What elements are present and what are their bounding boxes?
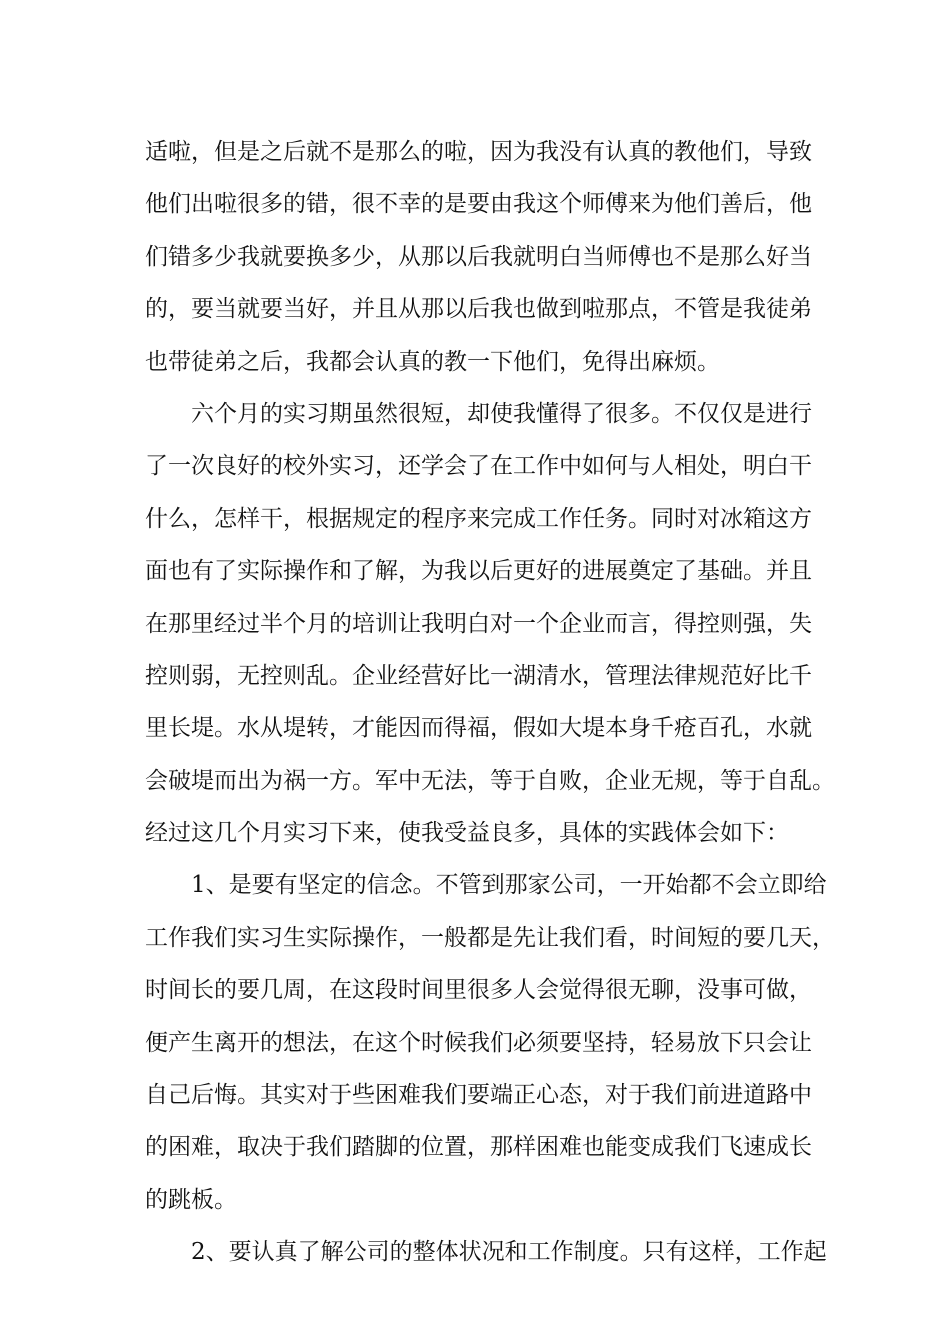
text-line: 适啦，但是之后就不是那么的啦，因为我没有认真的教他们，导致: [145, 139, 812, 165]
text-line: 的，要当就要当好，并且从那以后我也做到啦那点，不管是我徒弟: [145, 296, 812, 323]
text-line: 他们出啦很多的错，很不幸的是要由我这个师傅来为他们善后，他: [145, 191, 812, 218]
document-body: [145, 126, 835, 1279]
text-line: 什么，怎样干，根据规定的程序来完成工作任务。同时对冰箱这方: [145, 505, 812, 532]
text-line: 便产生离开的想法，在这个时候我们必须要坚持，轻易放下只会让: [145, 1029, 812, 1056]
text-line: 的跳板。: [145, 1186, 237, 1213]
text-line: 时间长的要几周，在这段时间里很多人会觉得很无聊，没事可做，: [145, 977, 812, 1004]
paragraph-first-line: 1、是要有坚定的信念。不管到那家公司，一开始都不会立即给: [191, 872, 827, 899]
text-line: 会破堤而出为祸一方。军中无法，等于自败，企业无规，等于自乱。: [145, 767, 835, 794]
text-line: 们错多少我就要换多少，从那以后我就明白当师傅也不是那么好当: [145, 243, 812, 270]
text-line: 的困难，取决于我们踏脚的位置，那样困难也能变成我们飞速成长: [145, 1134, 812, 1161]
text-line: 经过这几个月实习下来，使我受益良多，具体的实践体会如下：: [145, 820, 789, 847]
paragraph-first-line: 六个月的实习期虽然很短，却使我懂得了很多。不仅仅是进行: [191, 400, 812, 427]
text-line: 在那里经过半个月的培训让我明白对一个企业而言，得控则强，失: [145, 610, 812, 637]
text-line: 也带徒弟之后，我都会认真的教一下他们，免得出麻烦。: [145, 348, 720, 375]
text-line: 里长堤。水从堤转，才能因而得福，假如大堤本身千疮百孔，水就: [145, 715, 812, 742]
paragraph-first-line: 2、要认真了解公司的整体状况和工作制度。只有这样，工作起: [191, 1239, 827, 1266]
text-line: 面也有了实际操作和了解，为我以后更好的进展奠定了基础。并且: [145, 558, 812, 585]
text-line: 控则弱，无控则乱。企业经营好比一湖清水，管理法律规范好比千: [145, 662, 812, 689]
text-line: 工作我们实习生实际操作，一般都是先让我们看，时间短的要几天，: [145, 924, 835, 951]
text-line: 了一次良好的校外实习，还学会了在工作中如何与人相处，明白干: [145, 453, 812, 480]
text-line: 自己后悔。其实对于些困难我们要端正心态，对于我们前进道路中: [145, 1082, 812, 1109]
